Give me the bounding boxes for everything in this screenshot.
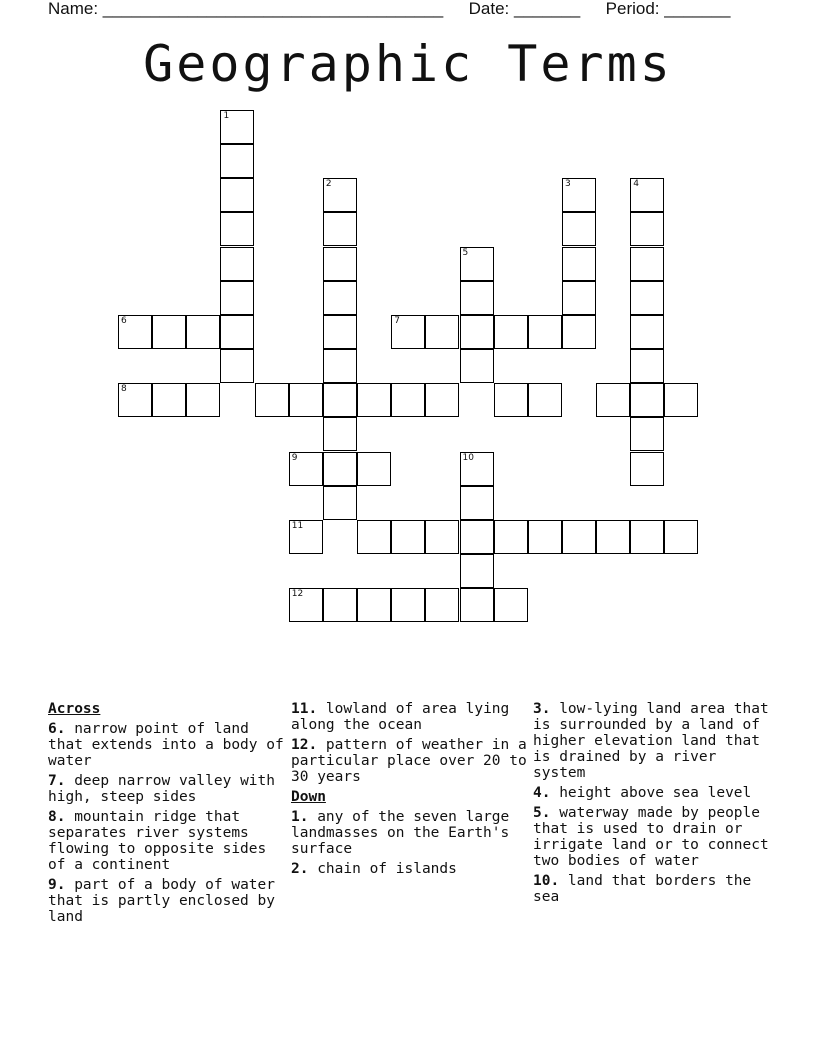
crossword-cell[interactable] — [357, 520, 391, 554]
clues-column-2 — [291, 701, 527, 881]
crossword-cell[interactable] — [289, 520, 323, 554]
crossword-cell[interactable] — [528, 315, 562, 349]
crossword-cell[interactable] — [289, 452, 323, 486]
crossword-cell[interactable] — [323, 588, 357, 622]
crossword-cell[interactable] — [494, 315, 528, 349]
crossword-cell[interactable] — [220, 247, 254, 281]
across-clue-8: 8. mountain ridge that separates river systems flowing to opposite sides of a continent — [48, 809, 267, 873]
crossword-cell[interactable] — [186, 315, 220, 349]
crossword-cell[interactable] — [425, 315, 459, 349]
crossword-cell[interactable] — [630, 349, 664, 383]
name-field[interactable]: Name: ____________________________________ — [48, 0, 444, 18]
crossword-cell[interactable] — [460, 588, 494, 622]
crossword-cell[interactable] — [357, 588, 391, 622]
down-clue-10: 10. land that borders the sea — [533, 873, 752, 905]
crossword-cell[interactable] — [460, 452, 494, 486]
crossword-cell[interactable] — [460, 349, 494, 383]
cell-number: 3 — [564, 179, 571, 190]
crossword-cell[interactable] — [391, 315, 425, 349]
down-clue-1: 1. any of the seven large landmasses on the Earth's surface — [291, 809, 510, 857]
crossword-cell[interactable] — [186, 383, 220, 417]
crossword-cell[interactable] — [357, 452, 391, 486]
crossword-cell[interactable] — [630, 315, 664, 349]
crossword-cell[interactable] — [562, 178, 596, 212]
down-clue-5: 5. waterway made by people that is used to drain or irrigate land or to connect two bodies of water — [533, 805, 769, 869]
crossword-cell[interactable] — [220, 144, 254, 178]
crossword-cell[interactable] — [460, 281, 494, 315]
across-clue-11: 11. lowland of area lying along the ocean — [291, 701, 510, 733]
cell-number: 4 — [633, 179, 639, 190]
crossword-cell[interactable] — [494, 383, 528, 417]
crossword-cell[interactable] — [391, 588, 425, 622]
crossword-cell[interactable] — [323, 178, 357, 212]
cell-number: 6 — [121, 315, 127, 326]
crossword-cell[interactable] — [220, 281, 254, 315]
cell-number: 11 — [291, 520, 304, 531]
crossword-cell[interactable] — [289, 588, 323, 622]
crossword-cell[interactable] — [289, 383, 323, 417]
crossword-cell[interactable] — [528, 520, 562, 554]
across-clue-9: 9. part of a body of water that is partly enclosed by land — [48, 877, 275, 925]
crossword-cell[interactable] — [357, 383, 391, 417]
down-clue-2: 2. chain of islands — [291, 861, 457, 877]
crossword-cell[interactable] — [323, 349, 357, 383]
crossword-cell[interactable] — [460, 554, 494, 588]
crossword-cell[interactable] — [220, 315, 254, 349]
crossword-cell[interactable] — [630, 520, 664, 554]
period-field[interactable]: Period: _______ — [605, 0, 731, 18]
crossword-cell[interactable] — [118, 383, 152, 417]
crossword-cell[interactable] — [664, 383, 698, 417]
down-clue-3: 3. low-lying land area that is surrounded by a land of higher elevation land that is drained by a river system — [533, 701, 769, 781]
cell-number: 10 — [462, 452, 474, 463]
crossword-cell[interactable] — [630, 281, 664, 315]
cell-number: 8 — [121, 384, 127, 395]
crossword-cell[interactable] — [596, 520, 630, 554]
crossword-cell[interactable] — [460, 486, 494, 520]
across-clue-6: 6. narrow point of land that extends into a body of water — [48, 721, 284, 769]
crossword-cell[interactable] — [460, 247, 494, 281]
crossword-cell[interactable] — [323, 486, 357, 520]
crossword-cell[interactable] — [152, 383, 186, 417]
crossword-cell[interactable] — [425, 383, 459, 417]
crossword-cell[interactable] — [630, 383, 664, 417]
crossword-cell[interactable] — [220, 212, 254, 246]
crossword-cell[interactable] — [220, 178, 254, 212]
crossword-cell[interactable] — [323, 212, 357, 246]
page-title: Geographic Terms — [143, 35, 673, 93]
crossword-cell[interactable] — [630, 178, 664, 212]
crossword-cell[interactable] — [323, 247, 357, 281]
crossword-cell[interactable] — [630, 417, 664, 451]
date-field[interactable]: Date: _______ — [468, 0, 581, 18]
clues-column-1 — [48, 701, 284, 929]
crossword-cell[interactable] — [323, 281, 357, 315]
crossword-cell[interactable] — [630, 452, 664, 486]
cell-number: 2 — [325, 179, 332, 190]
crossword-cell[interactable] — [664, 520, 698, 554]
crossword-cell[interactable] — [562, 520, 596, 554]
crossword-cell[interactable] — [630, 247, 664, 281]
crossword-cell[interactable] — [562, 315, 596, 349]
crossword-cell[interactable] — [118, 315, 152, 349]
crossword-cell[interactable] — [460, 520, 494, 554]
crossword-cell[interactable] — [528, 383, 562, 417]
crossword-cell[interactable] — [494, 520, 528, 554]
across-clue-7: 7. deep narrow valley with high, steep sides — [48, 773, 275, 805]
crossword-cell[interactable] — [391, 383, 425, 417]
crossword-cell[interactable] — [494, 588, 528, 622]
crossword-cell[interactable] — [425, 588, 459, 622]
crossword-cell[interactable] — [220, 110, 254, 144]
crossword-cell[interactable] — [323, 452, 357, 486]
crossword-cell[interactable] — [460, 315, 494, 349]
cell-number: 7 — [394, 315, 400, 326]
crossword-cell[interactable] — [630, 212, 664, 246]
cell-number: 1 — [223, 111, 230, 121]
crossword-cell[interactable] — [562, 281, 596, 315]
crossword-cell[interactable] — [323, 315, 357, 349]
crossword-cell[interactable] — [255, 383, 289, 417]
crossword-cell[interactable] — [152, 315, 186, 349]
crossword-cell[interactable] — [596, 383, 630, 417]
across-clue-12: 12. pattern of weather in a particular place over 20 to 30 years — [291, 737, 527, 785]
crossword-cell[interactable] — [391, 520, 425, 554]
clues-column-3 — [533, 701, 769, 909]
cell-number: 5 — [462, 247, 469, 258]
crossword-cell[interactable] — [562, 212, 596, 246]
down-clue-4: 4. height above sea level — [533, 785, 752, 801]
down-heading: Down — [291, 789, 326, 805]
crossword-cell[interactable] — [425, 520, 459, 554]
crossword-cell[interactable] — [220, 349, 254, 383]
cell-number: 9 — [291, 452, 298, 463]
crossword-cell[interactable] — [562, 247, 596, 281]
crossword-cell[interactable] — [323, 383, 357, 417]
across-heading: Across — [48, 701, 101, 717]
crossword-cell[interactable] — [323, 417, 357, 451]
cell-number: 12 — [291, 589, 304, 600]
